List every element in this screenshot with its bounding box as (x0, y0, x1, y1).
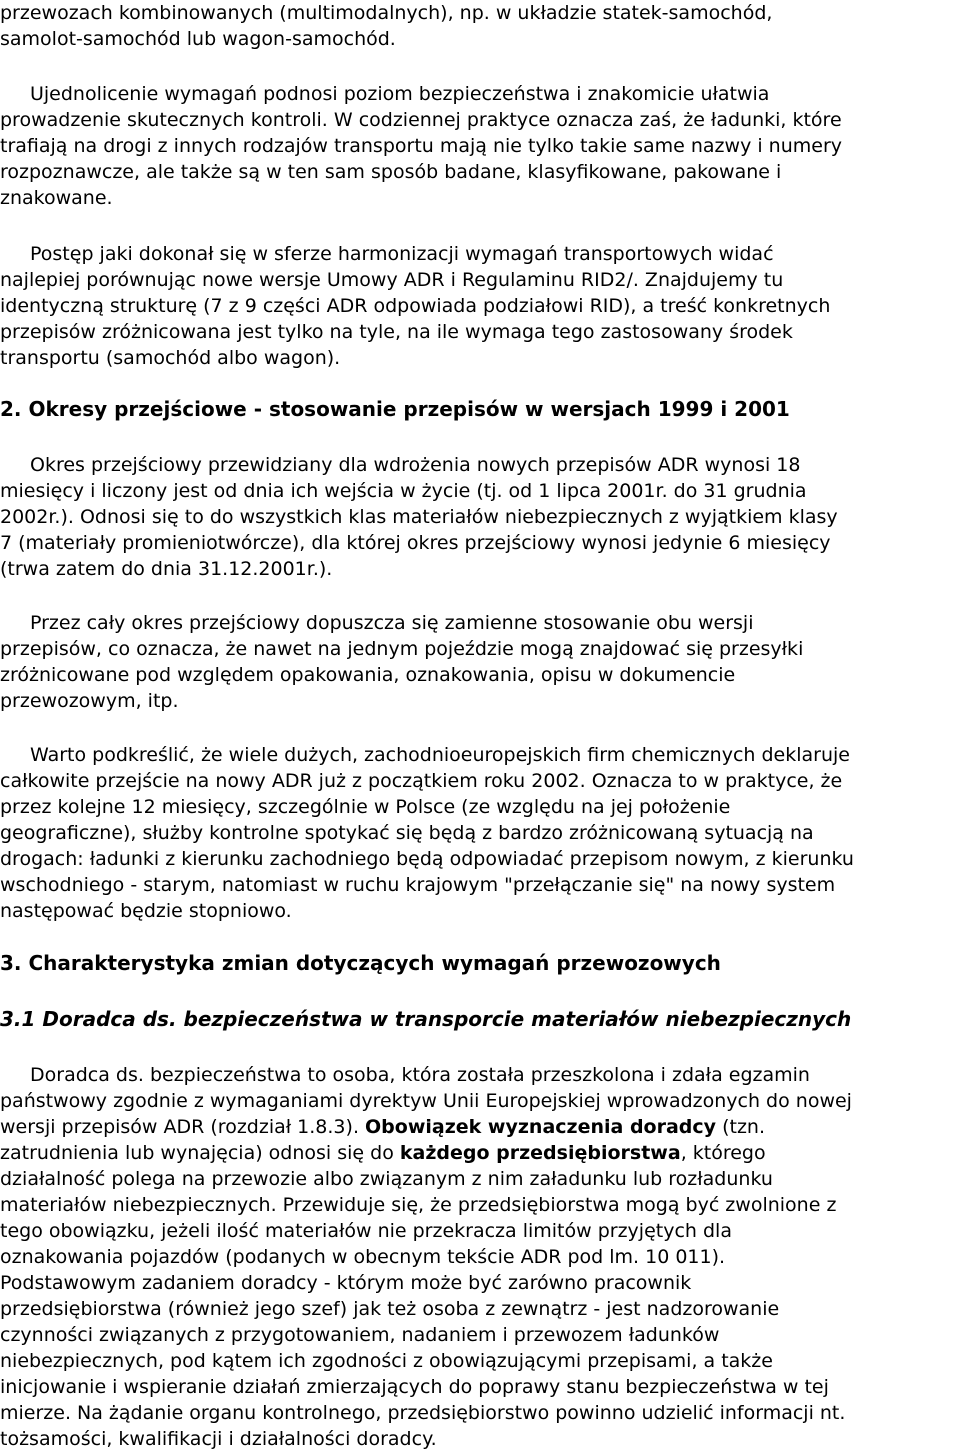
text-line: materiałów niebezpiecznych. Przewiduje się, że przedsiębiorstwa mogą być zwolnione z (0, 1194, 837, 1216)
text-line: przedsiębiorstwa (również jego szef) jak też osoba z zewnątrz - jest nadzorowanie (0, 1298, 780, 1320)
text-run: zatrudnienia lub wynajęcia) odnosi się do (0, 1142, 400, 1164)
text-line: niebezpiecznych, pod kątem ich zgodności z obowiązującymi przepisami, a także (0, 1350, 773, 1372)
text-line: Warto podkreślić, że wiele dużych, zachodnioeuropejskich firm chemicznych deklaruje (30, 744, 850, 766)
text-line: Podstawowym zadaniem doradcy - którym może być zarówno pracownik (0, 1272, 692, 1294)
text-line: następować będzie stopniowo. (0, 900, 292, 922)
text-line: prowadzenie skutecznych kontroli. W codziennej praktyce oznacza zaś, że ładunki, które (0, 109, 842, 131)
section-2-paragraph-2 (0, 610, 960, 714)
text-line: przewozowym, itp. (0, 690, 179, 712)
text-line: Postęp jaki dokonał się w sferze harmonizacji wymagań transportowych widać (30, 243, 774, 265)
text-line: inicjowanie i wspieranie działań zmierzających do poprawy stanu bezpieczeństwa w tej (0, 1376, 829, 1398)
text-line: zróżnicowane pod względem opakowania, oznakowania, opisu w dokumencie (0, 664, 736, 686)
text-line: miesięcy i liczony jest od dnia ich wejścia w życie (tj. od 1 lipca 2001r. do 31 grudnia (0, 480, 807, 502)
section-heading: 3. Charakterystyka zmian dotyczących wymagań przewozowych (0, 951, 721, 975)
text-line: przez kolejne 12 miesięcy, szczególnie w Polsce (ze względu na jej położenie (0, 796, 731, 818)
text-line: Doradca ds. bezpieczeństwa to osoba, która została przeszkolona i zdała egzamin (30, 1064, 810, 1086)
emphasis-obligation: Obowiązek wyznaczenia doradcy (365, 1116, 717, 1138)
text-line: przepisów, co oznacza, że nawet na jednym pojeździe mogą znajdować się przesyłki (0, 638, 804, 660)
progress-paragraph (0, 241, 960, 371)
section-3-1-heading-block (0, 1006, 960, 1032)
text-line: transportu (samochód albo wagon). (0, 347, 341, 369)
section-2-paragraph-1 (0, 452, 960, 582)
text-line: działalność polega na przewozie albo związanym z nim załadunku lub rozładunku (0, 1168, 773, 1190)
text-line: mierze. Na żądanie organu kontrolnego, przedsiębiorstwo powinno udzielić informacji nt. (0, 1402, 846, 1424)
text-line: przepisów zróżnicowana jest tylko na tyle, na ile wymaga tego zastosowany środek (0, 321, 793, 343)
section-3-heading-block (0, 950, 960, 976)
subsection-heading: 3.1 Doradca ds. bezpieczeństwa w transporcie materiałów niebezpiecznych (0, 1007, 852, 1031)
text-line: 7 (materiały promieniotwórcze), dla której okres przejściowy wynosi jedynie 6 miesięcy (0, 532, 831, 554)
text-line: tożsamości, kwalifikacji i działalności doradcy. (0, 1428, 437, 1450)
text-run: , którego (680, 1142, 766, 1164)
text-run: (tzn. (716, 1116, 766, 1138)
text-line: tego obowiązku, jeżeli ilość materiałów nie przekracza limitów przyjętych dla (0, 1220, 732, 1242)
text-line: Okres przejściowy przewidziany dla wdrożenia nowych przepisów ADR wynosi 18 (30, 454, 801, 476)
text-line: znakowane. (0, 187, 113, 209)
text-line: drogach: ładunki z kierunku zachodniego będą odpowiadać przepisom nowym, z kierunku (0, 848, 854, 870)
emphasis-every-company: każdego przedsiębiorstwa (399, 1142, 681, 1164)
text-line: 2002r.). Odnosi się to do wszystkich klas materiałów niebezpiecznych z wyjątkiem klasy (0, 506, 838, 528)
text-run: wersji przepisów ADR (rozdział 1.8.3). (0, 1116, 366, 1138)
text-line: państwowy zgodnie z wymaganiami dyrektyw Unii Europejskiej wprowadzonych do nowej (0, 1090, 852, 1112)
text-line: przewozach kombinowanych (multimodalnych), np. w układzie statek-samochód, (0, 2, 773, 24)
section-heading: 2. Okresy przejściowe - stosowanie przepisów w wersjach 1999 i 2001 (0, 397, 790, 421)
section-2-paragraph-3 (0, 742, 960, 924)
text-line-with-emphasis (0, 1140, 960, 1166)
section-3-1-paragraph (0, 1062, 960, 1452)
text-line: (trwa zatem do dnia 31.12.2001r.). (0, 558, 333, 580)
text-line: geograficzne), służby kontrolne spotykać się będą z bardzo zróżnicowaną sytuacją na (0, 822, 814, 844)
text-line: czynności związanych z przygotowaniem, nadaniem i przewozem ładunków (0, 1324, 720, 1346)
section-2-heading-block (0, 396, 960, 422)
text-line: trafiają na drogi z innych rodzajów transportu mają nie tylko takie same nazwy i numery (0, 135, 843, 157)
text-line: rozpoznawcze, ale także są w ten sam sposób badane, klasyfikowane, pakowane i (0, 161, 782, 183)
text-line: identyczną strukturę (7 z 9 części ADR odpowiada podziałowi RID), a treść konkretnych (0, 295, 831, 317)
text-line: Ujednolicenie wymagań podnosi poziom bezpieczeństwa i znakomicie ułatwia (30, 83, 770, 105)
text-line: wschodniego - starym, natomiast w ruchu krajowym "przełączanie się" na nowy system (0, 874, 836, 896)
text-line: Przez cały okres przejściowy dopuszcza się zamienne stosowanie obu wersji (30, 612, 754, 634)
text-line: całkowite przejście na nowy ADR już z początkiem roku 2002. Oznacza to w praktyce, że (0, 770, 843, 792)
text-line: najlepiej porównując nowe wersje Umowy ADR i Regulaminu RID2/. Znajdujemy tu (0, 269, 784, 291)
intro-paragraph (0, 0, 960, 52)
text-line-with-emphasis (0, 1114, 960, 1140)
text-line: oznakowania pojazdów (podanych w obecnym tekście ADR pod lm. 10 011). (0, 1246, 726, 1268)
text-line: samolot-samochód lub wagon-samochód. (0, 28, 396, 50)
unification-paragraph (0, 81, 960, 211)
